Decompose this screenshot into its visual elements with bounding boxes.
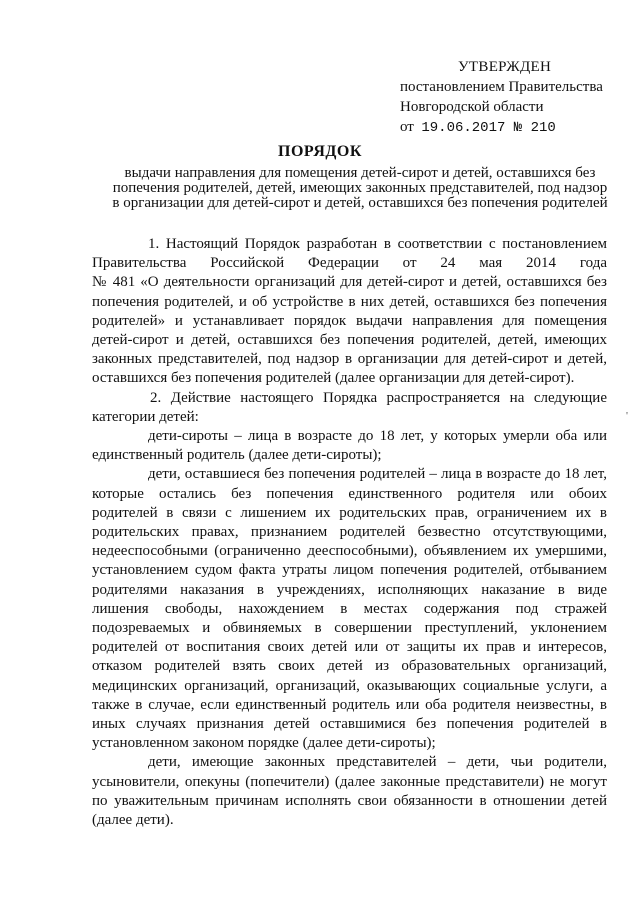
margin-mark: ' — [626, 410, 628, 422]
text-line: родителей» и устанавливает порядок выдачи направления для помещения — [92, 312, 607, 329]
text-line: установленном законом порядке (далее дети-сироты); — [92, 735, 436, 752]
paragraph-5 — [92, 753, 607, 830]
document-title: ПОРЯДОК — [278, 143, 362, 160]
text-line: Правительства Российской Федерации от 24 мая 2014 года — [92, 255, 607, 272]
text-line: 1. Настоящий Порядок разработан в соответствии с постановлением — [148, 236, 607, 252]
document-subtitle — [95, 166, 625, 211]
subtitle-line: в организации для детей-сирот и детей, оставшихся без попечения родителей — [112, 195, 608, 211]
text-line: подозреваемых и обвиняемых в совершении преступлений, уклонением — [92, 620, 607, 637]
text-line: категории детей: — [92, 408, 199, 425]
approval-line-2: Новгородской области — [400, 99, 544, 115]
approval-line-1: постановлением Правительства — [400, 79, 603, 95]
text-line: иных случаях признания детей оставшимися без попечения родителей в — [92, 716, 607, 733]
paragraph-1 — [92, 235, 607, 389]
text-line: родительских правах, признанием родителей безвестно отсутствующими, — [92, 524, 607, 541]
subtitle-line: выдачи направления для помещения детей-сирот и детей, оставшихся без — [124, 165, 596, 181]
text-line: дети, оставшиеся без попечения родителей – лица в возрасте до 18 лет, — [148, 466, 607, 483]
paragraph-4 — [92, 465, 607, 753]
paragraph-3 — [92, 427, 607, 465]
text-line: усыновители, опекуны (попечители) (далее законные представители) не могут — [92, 773, 607, 790]
text-line: законных представителей, под надзор в организации для детей-сирот и детей, — [92, 351, 607, 368]
text-line: по уважительным причинам исполнять свои обязанности в отношении детей — [92, 792, 607, 809]
text-line: детей-сирот и детей, оставшихся без попечения родителей, детей, имеющих — [92, 332, 607, 349]
text-line: родителей в связи с лишением их родительских прав, ограничением их в — [92, 504, 607, 521]
text-line: дети-сироты – лица в возрасте до 18 лет, у которых умерли оба или — [148, 428, 607, 445]
text-line: медицинских организаций, организаций, оказывающих социальные услуги, а — [92, 677, 607, 694]
text-line: 2. Действие настоящего Порядка распространяется на следующие — [150, 389, 607, 406]
approval-date-prefix: от — [400, 119, 414, 135]
approval-block — [400, 57, 603, 138]
text-line: также в случае, если единственный родитель или оба родителя неизвестны, в — [92, 696, 607, 713]
approval-line-3 — [400, 117, 603, 138]
text-line: дети, имеющие законных представителей – дети, чьи родители, — [148, 754, 607, 771]
text-line: № 481 «О деятельности организаций для детей-сирот и детей, оставшихся без — [92, 274, 607, 291]
document-body — [92, 235, 607, 830]
text-line: (далее дети). — [92, 812, 174, 829]
text-line: единственный родитель (далее дети-сироты); — [92, 447, 382, 464]
text-line: родителей от воспитания своих детей или от защиты их прав и интересов, — [92, 639, 607, 656]
text-line: лишения свободы, нахождением в местах содержания под стражей — [92, 600, 607, 617]
subtitle-line: попечения родителей, детей, имеющих законных представителей, под надзор — [112, 180, 608, 196]
approval-date-number: 19.06.2017 № 210 — [421, 120, 556, 136]
text-line: отказом родителей взять своих детей из образовательных организаций, — [92, 658, 607, 675]
text-line: установлением судом факта утраты лицом попечения родителей, отбыванием — [92, 562, 607, 579]
text-line: родителями наказания в учреждениях, исполняющих наказание в виде — [92, 581, 607, 598]
approval-stamp: УТВЕРЖДЕН — [458, 59, 552, 75]
paragraph-2 — [92, 389, 607, 427]
text-line: которые остались без попечения единственного родителя или обоих — [92, 485, 607, 502]
text-line: недееспособными (ограниченно дееспособными), объявлением их умершими, — [92, 543, 607, 560]
text-line: оставшихся без попечения родителей (далее организации для детей-сирот). — [92, 370, 575, 387]
text-line: попечения родителей, и об устройстве в них детей, оставшихся без попечения — [92, 293, 607, 310]
